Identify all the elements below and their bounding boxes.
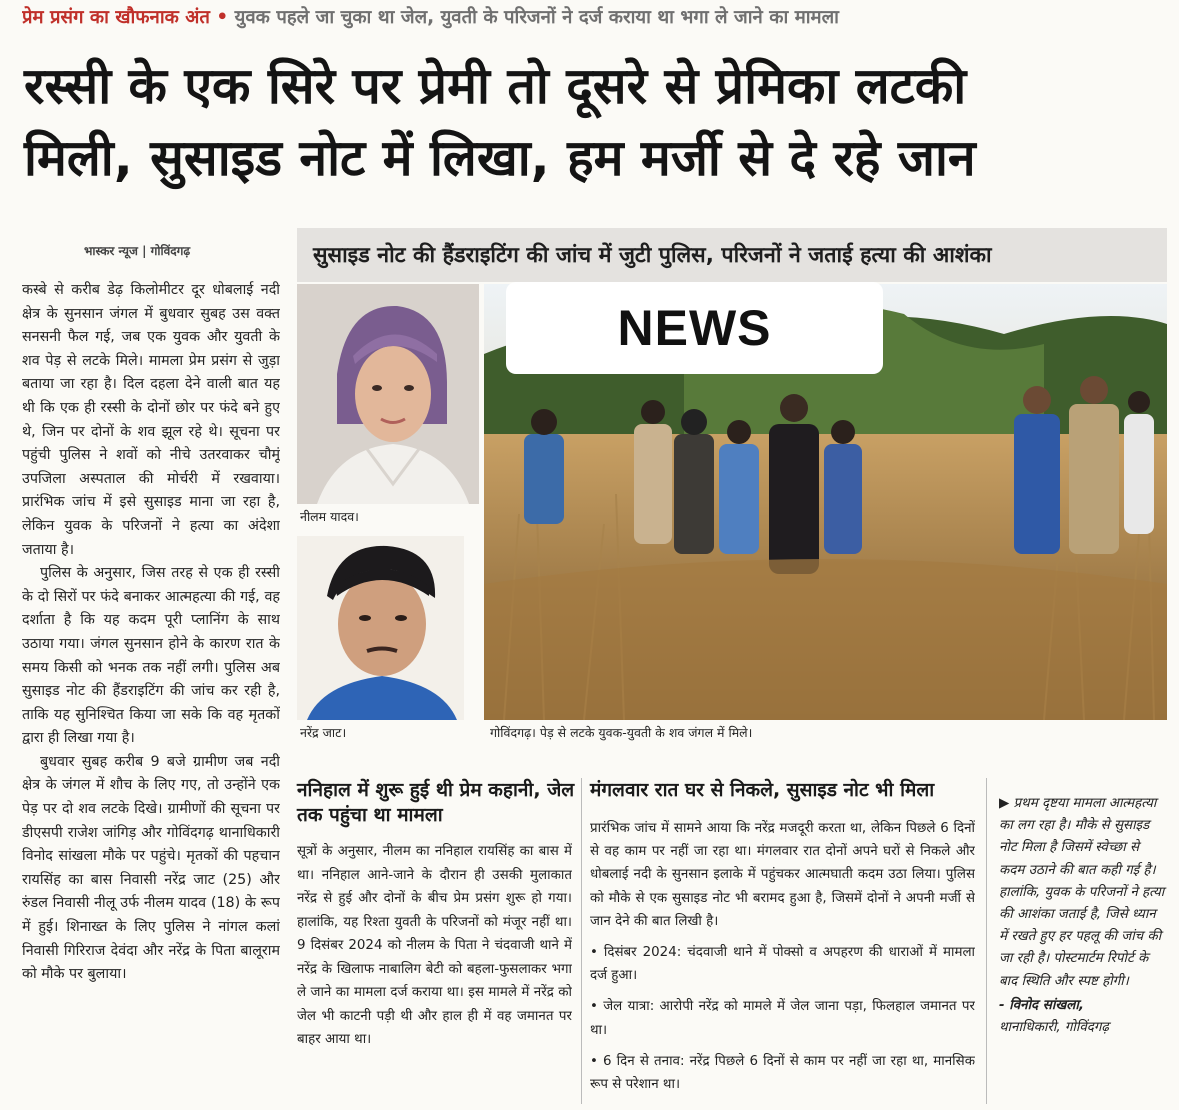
paragraph: कस्बे से करीब डेढ़ किलोमीटर दूर धोबलाई नदी क्षेत्र के सुनसान जंगल में बुधवार सुबह उस वक्त सनसनी फैल गई, जब एक युवक और युवती के शव पेड़ से लटके मिले। मामला प्रेम प्रसंग से जुड़ा बताया जा रहा है। दिल दहला देने वाली बात यह थी कि एक ही रस्सी के दोनों छोर पर फंदे बने हुए थे, जिन पर दोनों के शव झूल रहे थे। सूचना पर पहुंची पुलिस ने शवों को नीचे उतरवाकर चौमूं उपजिला अस्पताल की मोर्चरी में रखवाया। प्रारंभिक जांच में इसे सुसाइड माना जा रहा है, लेकिन युवक के परिजनों ने हत्या का अंदेशा जताया है।: [22, 282, 280, 558]
quote-name: - विनोद सांखला,: [999, 997, 1084, 1013]
portrait-woman-image: [297, 284, 479, 504]
paragraph: पुलिस के अनुसार, जिस तरह से एक ही रस्सी के दो सिरों पर फंदे बनाकर आत्महत्या की गई, वह दर्शाता है कि यह कदम पूरी प्लानिंग के साथ उठाया गया। जंगल सुनसान होने के कारण रात के समय किसी को भनक तक नहीं लगी। पुलिस अब सुसाइड नोट की हैंडराइटिंग की जांच कर रही है, ताकि यह सुनिश्चित किया जा सके कि वह मृतकों द्वारा ही लिखा गया है।: [22, 565, 280, 747]
quote-designation: थानाधिकारी, गोविंदगढ़: [999, 1020, 1109, 1036]
banner-text: सुसाइड नोट की हैंडराइटिंग की जांच में जुटी पुलिस, परिजनों ने जताई हत्या की आशंका: [313, 243, 992, 268]
officer-quote: [999, 793, 1167, 1103]
article-column-2: सूत्रों के अनुसार, नीलम का ननिहाल रायसिंह का बास में था। ननिहाल आने-जाने के दौरान ही उसकी मुलाकात नरेंद्र से हुई और दोनों के बीच प्रेम प्रसंग शुरू हो गया। हालांकि, यह रिश्ता युवती के परिजनों को मंजूर नहीं था। 9 दिसंबर 2024 को नीलम के पिता ने चंदवाजी थाने में नरेंद्र के खिलाफ नाबालिग बेटी को बहला-फुसलाकर भगा ले जाने का मामला दर्ज कराया था। इस मामले में नरेंद्र को जेल भी काटनी पड़ी थी और हाल ही में वह जमानत पर बाहर आया था।: [297, 844, 572, 1047]
bullet-item: • जेल यात्रा: आरोपी नरेंद्र को मामले में जेल जाना पड़ा, फिलहाल जमानत पर था।: [590, 999, 975, 1038]
caption-scene: गोविंदगढ़। पेड़ से लटके युवक-युवती के शव जंगल में मिले।: [490, 725, 753, 740]
column-2-heading: ननिहाल में शुरू हुई थी प्रेम कहानी, जेल तक पहुंचा था मामला: [297, 779, 575, 826]
caption-neelam: नीलम यादव।: [300, 509, 359, 524]
article-column-1: [22, 279, 280, 1104]
quote-text: ▶ प्रथम दृष्टया मामला आत्महत्या का लग रहा है। मौके से सुसाइड नोट मिला है जिसमें स्वेच्छा से कदम उठाने की बात कही गई है। हालांकि, युवक के परिजनों ने हत्या की आशंका जताई है, जिसे ध्यान में रखते हुए हर पहलू की जांच की जा रही है। पोस्टमार्टम रिपोर्ट के बाद स्थिति और स्पष्ट होगी।: [999, 796, 1165, 989]
column-3-heading: मंगलवार रात घर से निकले, सुसाइड नोट भी मिला: [590, 779, 935, 801]
kicker-label: प्रेम प्रसंग का खौफनाक अंत: [22, 7, 210, 28]
caption-narendra: नरेंद्र जाट।: [300, 725, 347, 740]
byline: भास्कर न्यूज | गोविंदगढ़: [84, 244, 191, 258]
news-label-box: [506, 282, 883, 374]
portrait-man-image: [297, 536, 464, 720]
bullet-item: • 6 दिन से तनाव: नरेंद्र पिछले 6 दिनों से काम पर नहीं जा रहा था, मानसिक रूप से परेशान था।: [590, 1053, 975, 1093]
photo-neelam-yadav: [297, 284, 479, 504]
headline: [24, 50, 1164, 194]
column-divider: [986, 778, 987, 1104]
paragraph: बुधवार सुबह करीब 9 बजे ग्रामीण जब नदी क्षेत्र के जंगल में शौच के लिए गए, तो उन्होंने एक पेड़ पर दो शव लटके दिखे। ग्रामीणों की सूचना पर डीएसपी राजेश जांगिड़ और गोविंदगढ़ थानाधिकारी विनोद सांखला मौके पर पहुंचे। मृतकों की पहचान रायसिंह का बास निवासी नरेंद्र जाट (25) और रुंडल निवासी नीलू उर्फ नीलम यादव (18) के रूप में हुई। शिनाख्त के लिए पुलिस ने नांगल कलां निवासी गिरिराज देवंदा और नरेंद्र के पिता बालूराम को मौके पर बुलाया।: [22, 753, 280, 983]
column-divider: [581, 778, 582, 1104]
photo-narendra-jat: [297, 536, 464, 720]
article-column-3: [590, 817, 975, 1104]
kicker-bullet: •: [216, 7, 235, 28]
headline-line-2: मिली, सुसाइड नोट में लिखा, हम मर्जी से दे रहे जान: [24, 129, 976, 187]
headline-line-1: रस्सी के एक सिरे पर प्रेमी तो दूसरे से प्रेमिका लटकी: [24, 57, 967, 115]
kicker-line: [22, 4, 1162, 40]
news-label: NEWS: [617, 300, 772, 356]
kicker-text: युवक पहले जा चुका था जेल, युवती के परिजनों ने दर्ज कराया था भगा ले जाने का मामला: [234, 7, 839, 28]
paragraph: प्रारंभिक जांच में सामने आया कि नरेंद्र मजदूरी करता था, लेकिन पिछले 6 दिनों से वह काम पर नहीं जा रहा था। मंगलवार रात दोनों अपने घरों से निकले और धोबलाई नदी के सुनसान इलाके में पहुंचकर आत्मघाती कदम उठा लिया। पुलिस को मौके से एक सुसाइड नोट भी बरामद हुआ है, जिसमें दोनों ने अपनी मर्जी से जान देने की बात लिखी है।: [590, 821, 975, 929]
subheadline-banner: [297, 228, 1167, 282]
bullet-item: • दिसंबर 2024: चंदवाजी थाने में पोक्सो व अपहरण की धाराओं में मामला दर्ज हुआ।: [590, 945, 975, 984]
